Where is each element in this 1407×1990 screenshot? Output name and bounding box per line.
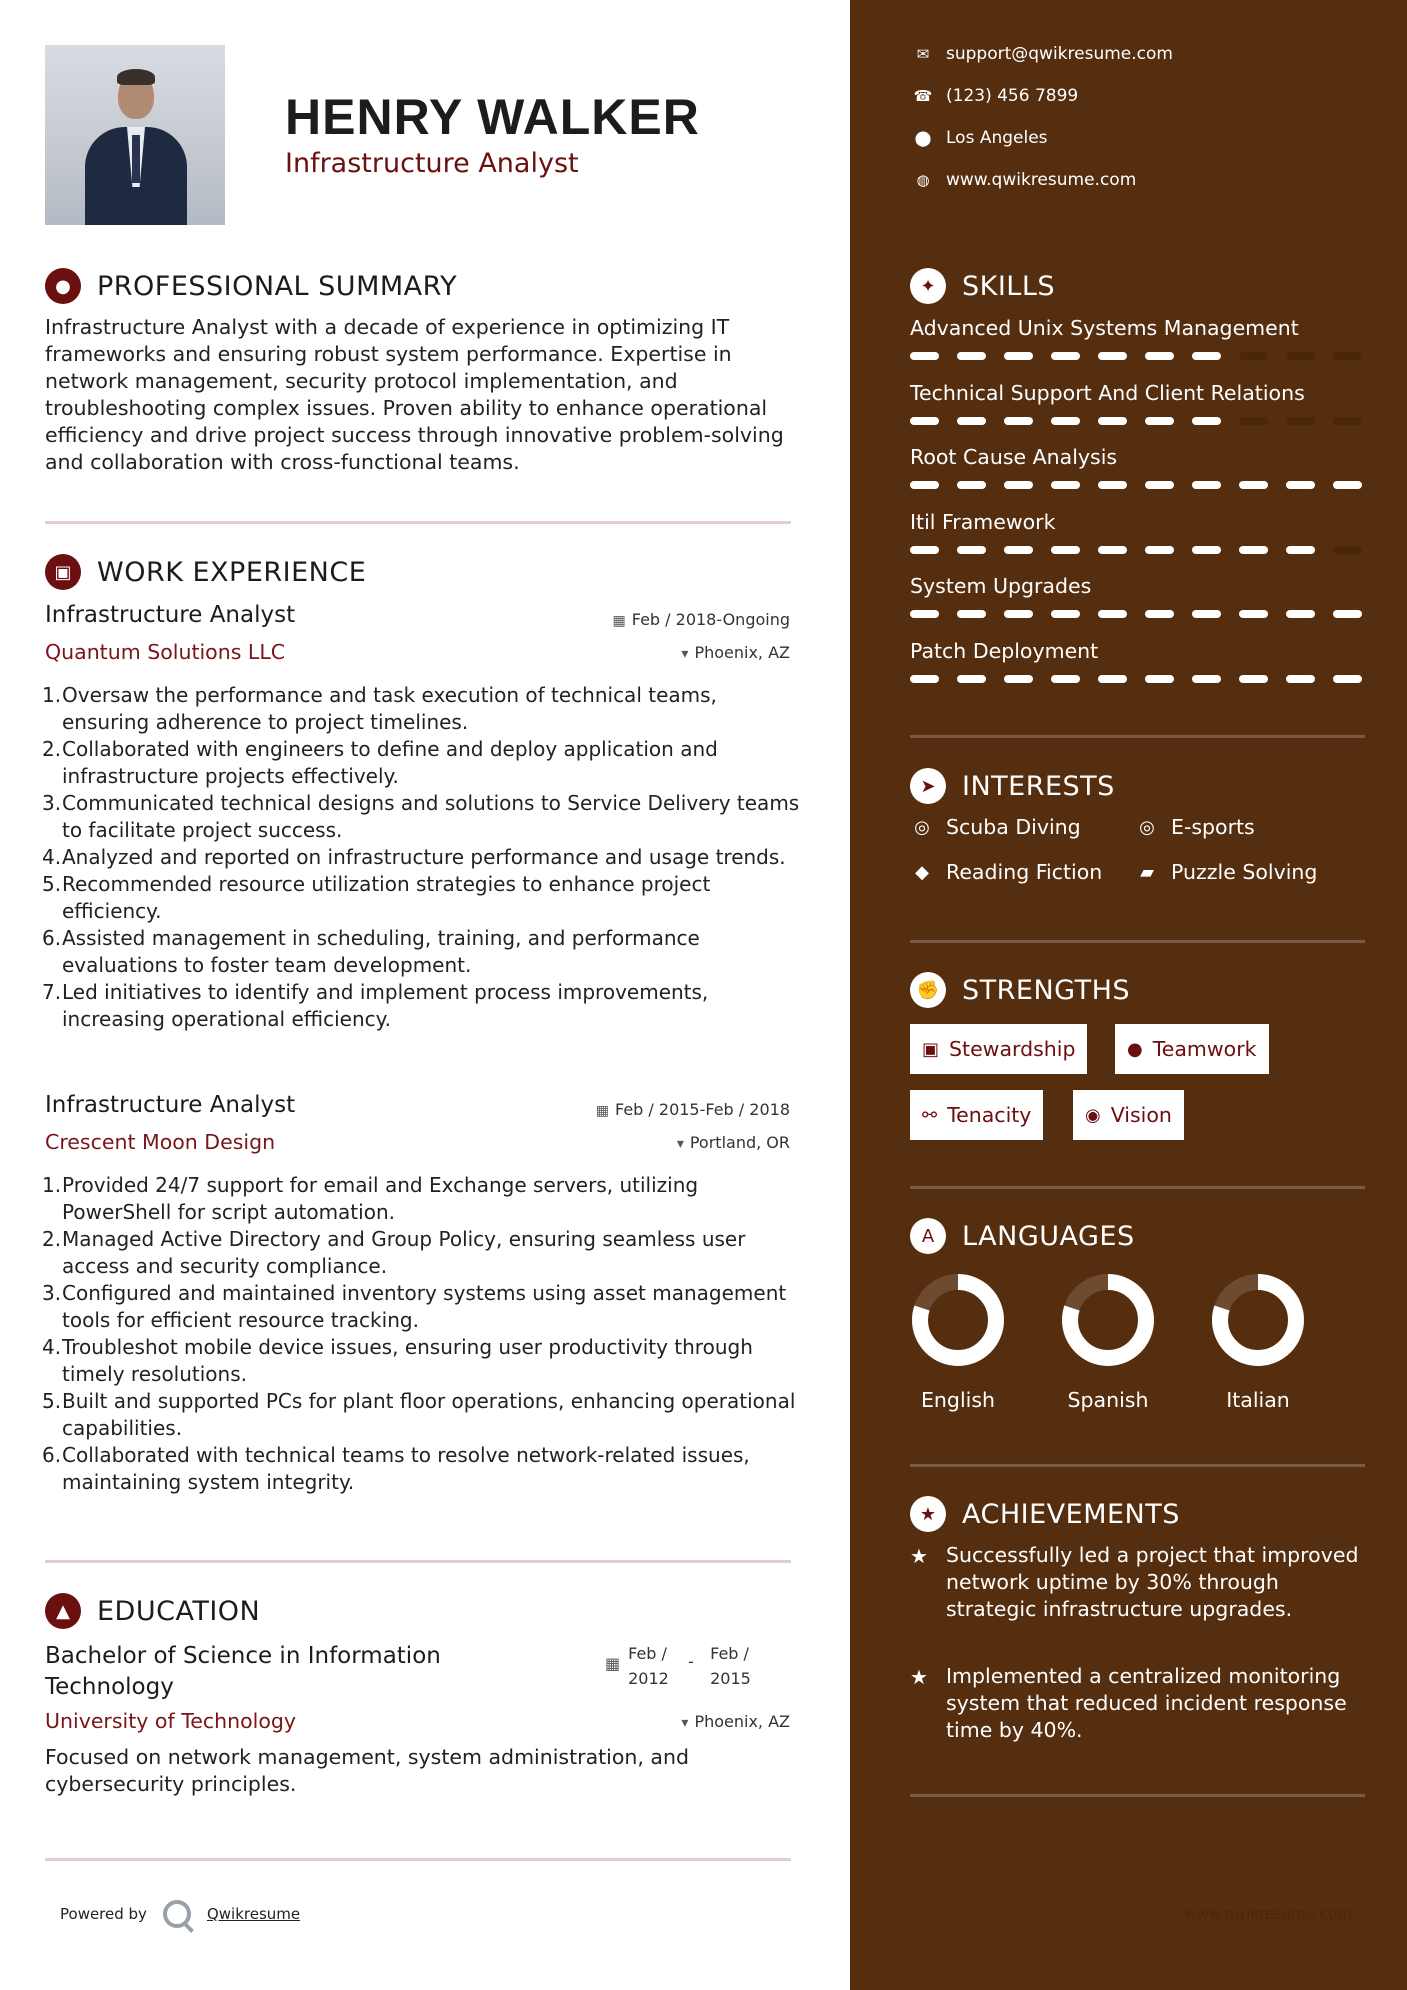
skill-label: Advanced Unix Systems Management — [910, 316, 1299, 340]
star-icon: ★ — [910, 1665, 928, 1689]
contact-location: ⬤ Los Angeles — [910, 128, 1048, 148]
skill-dash — [957, 675, 986, 683]
achievement-item: ★ Implemented a centralized monitoring system that reduced incident response time by 40%. — [910, 1664, 1347, 1742]
skill-dash — [1192, 481, 1221, 489]
education-description: Focused on network management, system administration, and cybersecurity principles. — [45, 1745, 689, 1796]
skill-item — [910, 639, 1365, 683]
strength-tag: ◉ Vision — [1073, 1090, 1184, 1140]
achievement-item: ★ Successfully led a project that improved network uptime by 30% through strategic infrastructure upgrades. — [910, 1543, 1359, 1621]
map-marker-icon: ⬤ — [914, 129, 932, 147]
skill-dash — [1239, 481, 1268, 489]
skill-dash — [1004, 610, 1033, 618]
skill-dash — [1098, 546, 1127, 554]
skill-label: Patch Deployment — [910, 638, 1099, 663]
job-dates: ▦ Feb / 2015-Feb / 2018 — [595, 1100, 790, 1119]
skill-dash — [1098, 675, 1127, 683]
candidate-name: HENRY WALKER — [285, 89, 700, 145]
fist-icon: ✊ — [910, 972, 946, 1008]
contact-website[interactable]: ◍ www.qwikresume.com — [910, 170, 1136, 190]
summary-heading: ● PROFESSIONAL SUMMARY — [45, 268, 457, 304]
language-level-ring — [1060, 1272, 1156, 1368]
divider — [45, 1858, 791, 1861]
calendar-icon: ▦ — [595, 1103, 609, 1119]
language-level-ring — [910, 1272, 1006, 1368]
skill-dash — [910, 352, 939, 360]
skill-item — [910, 574, 1365, 618]
skill-dash — [910, 610, 939, 618]
skill-dash — [1239, 546, 1268, 554]
graduation-cap-icon: ▲ — [45, 1593, 81, 1629]
globe-icon: ◍ — [916, 171, 930, 189]
phone-icon: ☎ — [913, 87, 933, 105]
skill-dash — [1145, 675, 1174, 683]
skills-heading: ✦ SKILLS — [910, 268, 1055, 304]
skill-dash — [1004, 481, 1033, 489]
job-title: Infrastructure Analyst — [45, 602, 296, 628]
skill-dash — [1051, 417, 1080, 425]
skill-dash — [1286, 417, 1315, 425]
envelope-icon: ✉ — [916, 45, 930, 63]
job-company: Crescent Moon Design — [45, 1130, 276, 1154]
education-heading: ▲ EDUCATION — [45, 1593, 260, 1629]
skill-dash — [1239, 417, 1268, 425]
skill-dash — [1333, 417, 1362, 425]
candidate-title: Infrastructure Analyst — [285, 148, 579, 179]
skill-dash — [1286, 481, 1315, 489]
skill-item — [910, 316, 1365, 360]
pin-icon: ▾ — [681, 646, 689, 662]
lifebuoy-icon: ◎ — [1139, 816, 1155, 838]
users-icon: ● — [1127, 1038, 1143, 1060]
skill-dash — [1004, 675, 1033, 683]
skill-item — [910, 381, 1365, 425]
skill-dash — [1145, 417, 1174, 425]
skill-dash — [910, 675, 939, 683]
lightbulb-icon: ✦ — [910, 268, 946, 304]
job-dates: ▦ Feb / 2018-Ongoing — [612, 610, 790, 629]
skill-level-bar — [910, 546, 1365, 554]
skill-dash — [1286, 675, 1315, 683]
skill-label: Root Cause Analysis — [910, 445, 1118, 469]
star-icon: ★ — [910, 1496, 946, 1532]
list-item: 7. Led initiatives to identify and implement process improvements, increasing operational efficiency. — [42, 980, 709, 1031]
list-item: 5. Built and supported PCs for plant floor operations, enhancing operational capabilities. — [42, 1389, 796, 1440]
interest-item: ▰ Puzzle Solving — [1135, 860, 1317, 884]
interest-item: ◆ Reading Fiction — [910, 860, 1102, 884]
pin-icon: ▾ — [681, 1715, 689, 1731]
skill-dash — [1333, 610, 1362, 618]
skill-level-bar — [910, 417, 1365, 425]
sidebar — [850, 0, 1407, 1990]
brand-link[interactable]: Qwikresume — [206, 1905, 301, 1923]
skill-dash — [1239, 610, 1268, 618]
briefcase-icon: ▣ — [922, 1038, 940, 1060]
language-item — [908, 1272, 1008, 1412]
divider — [910, 1464, 1365, 1467]
interest-item: ◎ E-sports — [1135, 815, 1255, 839]
skill-dash — [1051, 675, 1080, 683]
skill-dash — [1098, 417, 1127, 425]
list-item: 3. Communicated technical designs and solutions to Service Delivery teams to facilitate project success. — [42, 791, 800, 842]
user-icon: ● — [45, 268, 81, 304]
school-name: University of Technology — [45, 1709, 297, 1733]
interests-heading: ➤ INTERESTS — [910, 768, 1115, 804]
star-icon: ★ — [910, 1544, 928, 1568]
skill-dash — [1145, 546, 1174, 554]
language-label: English — [920, 1388, 996, 1412]
summary-text: Infrastructure Analyst with a decade of experience in optimizing IT frameworks and ensuring robust system performance. Expertise in network management, security protocol implementation, and troubleshooting complex issues. Proven ability to enhance operational efficiency and drive project success through innovative problem-solving and collaboration with cross-functional teams. — [45, 315, 784, 474]
skill-dash — [1004, 417, 1033, 425]
languages-heading: A LANGUAGES — [910, 1218, 1135, 1254]
degree-title: Bachelor of Science in Information Technology — [45, 1643, 441, 1700]
link-icon: ⚯ — [922, 1104, 938, 1126]
skill-item — [910, 510, 1365, 554]
skill-dash — [1051, 610, 1080, 618]
job-company: Quantum Solutions LLC — [45, 640, 286, 664]
language-level-ring — [1210, 1272, 1306, 1368]
contact-email[interactable]: ✉ support@qwikresume.com — [910, 44, 1173, 64]
list-item: 4. Troubleshot mobile device issues, ensuring user productivity through timely resolutions. — [42, 1335, 753, 1386]
strength-tag: ● Teamwork — [1115, 1024, 1269, 1074]
skill-dash — [1004, 546, 1033, 554]
paper-plane-icon: ➤ — [910, 768, 946, 804]
skill-dash — [910, 481, 939, 489]
list-item: 2. Managed Active Directory and Group Policy, ensuring seamless user access and security compliance. — [42, 1227, 746, 1278]
skill-dash — [957, 481, 986, 489]
briefcase-icon: ▣ — [45, 554, 81, 590]
education-location: ▾ Phoenix, AZ — [681, 1712, 790, 1731]
skill-dash — [1239, 352, 1268, 360]
job-location: ▾ Portland, OR — [676, 1133, 790, 1152]
list-item: 4. Analyzed and reported on infrastructure performance and usage trends. — [42, 845, 786, 869]
skill-dash — [1098, 352, 1127, 360]
skill-dash — [1286, 546, 1315, 554]
job-bullets — [42, 1172, 802, 1496]
list-item: 1. Provided 24/7 support for email and Exchange servers, utilizing PowerShell for script automation. — [42, 1173, 699, 1224]
job-location: ▾ Phoenix, AZ — [681, 643, 790, 662]
divider — [910, 1794, 1365, 1797]
skill-dash — [1192, 610, 1221, 618]
skill-dash — [1333, 352, 1362, 360]
calendar-icon: ▦ — [605, 1654, 621, 1673]
lifebuoy-icon: ◎ — [914, 816, 930, 838]
skill-level-bar — [910, 481, 1365, 489]
footer: Powered by Qwikresume — [60, 1900, 300, 1928]
skill-label: Itil Framework — [910, 509, 1056, 534]
book-icon: ▰ — [1140, 861, 1154, 883]
language-label: Italian — [1226, 1388, 1290, 1412]
strength-tag: ⚯ Tenacity — [910, 1090, 1043, 1140]
contact-phone: ☎ (123) 456 7899 — [910, 86, 1078, 106]
job-bullets — [42, 682, 802, 1033]
experience-heading: ▣ WORK EXPERIENCE — [45, 554, 366, 590]
pin-icon: ▾ — [676, 1136, 684, 1152]
profile-photo — [45, 45, 225, 225]
strength-tag: ▣ Stewardship — [910, 1024, 1087, 1074]
education-dates: ▦ Feb / 2012 - Feb / 2015 — [605, 1641, 770, 1691]
skill-dash — [1333, 481, 1362, 489]
skill-dash — [1145, 352, 1174, 360]
skill-dash — [957, 352, 986, 360]
skill-dash — [910, 417, 939, 425]
skill-dash — [1192, 352, 1221, 360]
skill-dash — [910, 546, 939, 554]
language-item — [1058, 1272, 1158, 1412]
skill-dash — [1192, 675, 1221, 683]
divider — [45, 521, 791, 524]
language-icon: A — [910, 1218, 946, 1254]
divider — [910, 1186, 1365, 1189]
skill-level-bar — [910, 610, 1365, 618]
skill-level-bar — [910, 352, 1365, 360]
interest-item: ◎ Scuba Diving — [910, 815, 1081, 839]
watermark: www.qwikresume.com — [1184, 1905, 1352, 1923]
skill-dash — [1051, 352, 1080, 360]
skill-dash — [1333, 546, 1362, 554]
language-item — [1208, 1272, 1308, 1412]
skill-label: System Upgrades — [910, 574, 1092, 598]
skill-dash — [957, 610, 986, 618]
achievements-heading: ★ ACHIEVEMENTS — [910, 1496, 1180, 1532]
skill-label: Technical Support And Client Relations — [910, 380, 1305, 405]
skill-dash — [957, 417, 986, 425]
list-item: 6. Assisted management in scheduling, training, and performance evaluations to foster team development. — [42, 926, 700, 977]
skill-dash — [1239, 675, 1268, 683]
skill-dash — [1051, 481, 1080, 489]
skill-dash — [1098, 610, 1127, 618]
skill-item — [910, 445, 1365, 489]
skill-dash — [1098, 481, 1127, 489]
divider — [910, 940, 1365, 943]
list-item: 1. Oversaw the performance and task execution of technical teams, ensuring adherence to project timelines. — [42, 683, 717, 734]
skill-dash — [1145, 481, 1174, 489]
list-item: 5. Recommended resource utilization strategies to enhance project efficiency. — [42, 872, 711, 923]
skill-dash — [1333, 675, 1362, 683]
gamepad-icon: ◆ — [915, 861, 929, 883]
skill-dash — [957, 546, 986, 554]
divider — [45, 1560, 791, 1563]
skill-dash — [1192, 417, 1221, 425]
skill-dash — [1286, 352, 1315, 360]
skill-dash — [1192, 546, 1221, 554]
list-item: 6. Collaborated with technical teams to resolve network-related issues, maintaining system integrity. — [42, 1443, 750, 1494]
skill-level-bar — [910, 675, 1365, 683]
skill-dash — [1051, 546, 1080, 554]
language-label: Spanish — [1067, 1388, 1149, 1412]
qwikresume-logo-icon — [163, 1900, 191, 1928]
skill-dash — [1004, 352, 1033, 360]
calendar-icon: ▦ — [612, 613, 626, 629]
job-title: Infrastructure Analyst — [45, 1092, 296, 1118]
list-item: 2. Collaborated with engineers to define and deploy application and infrastructure projects effectively. — [42, 737, 718, 788]
skill-dash — [1286, 610, 1315, 618]
divider — [910, 735, 1365, 738]
list-item: 3. Configured and maintained inventory systems using asset management tools for efficient resource tracking. — [42, 1281, 787, 1332]
skill-dash — [1145, 610, 1174, 618]
strengths-heading: ✊ STRENGTHS — [910, 972, 1130, 1008]
binoculars-icon: ◉ — [1085, 1104, 1101, 1126]
